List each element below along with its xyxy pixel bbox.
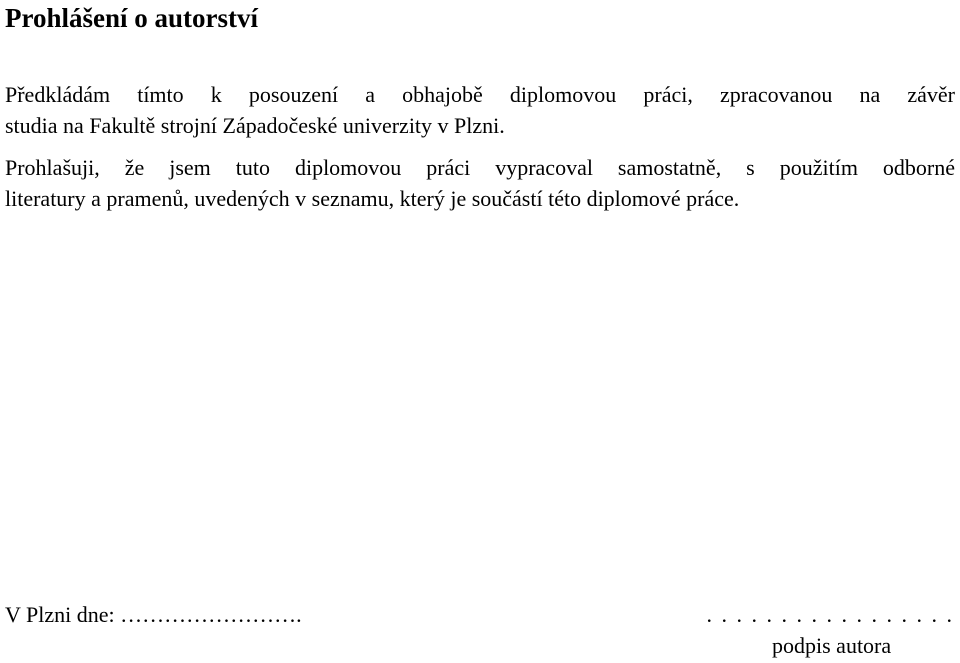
signature-blank: . . . . . . . . . . . . . . . . . bbox=[706, 602, 954, 627]
paragraph-line: literatury a pramenů, uvedených v seznamu, který je součástí této diplomové práce. bbox=[5, 186, 740, 211]
paragraph-line: studia na Fakultě strojní Západočeské univerzity v Plzni. bbox=[5, 113, 505, 138]
signature-label: podpis autora bbox=[772, 633, 892, 658]
paragraph-submission bbox=[5, 79, 955, 141]
page-title: Prohlášení o autorství bbox=[5, 3, 259, 33]
paragraph-declaration bbox=[5, 152, 955, 214]
date-blank: ……………………. bbox=[120, 602, 302, 627]
place-date-line bbox=[5, 599, 302, 630]
paragraph-line: Předkládám tímto k posouzení a obhajobě diplomovou práci, zpracovanou na závěr bbox=[5, 82, 955, 107]
paragraph-line: Prohlašuji, že jsem tuto diplomovou práci vypracoval samostatně, s použitím odborné bbox=[5, 155, 955, 180]
place-label: V Plzni dne: bbox=[5, 602, 115, 627]
